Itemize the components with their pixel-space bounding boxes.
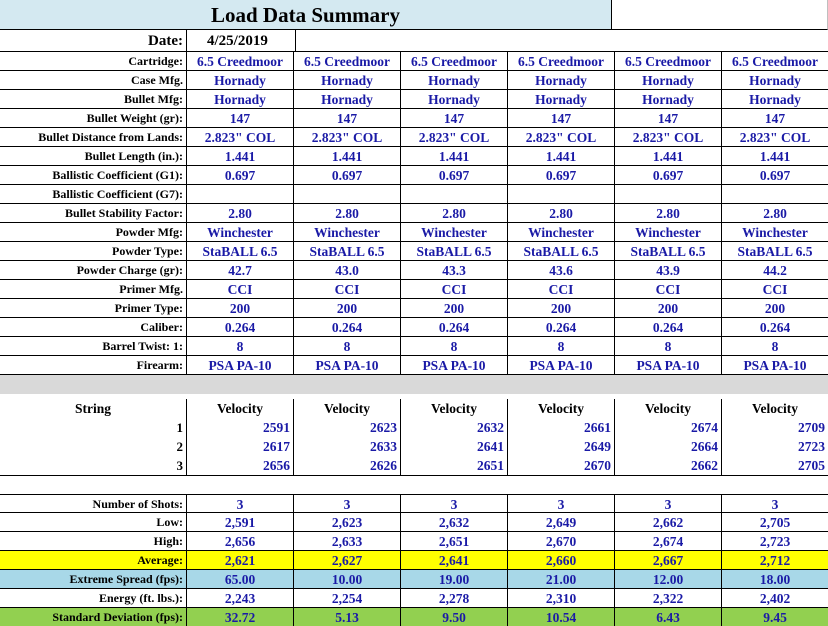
load-value: 0.697	[401, 166, 508, 185]
string-number: 3	[0, 456, 187, 475]
stats-value: 2,651	[401, 532, 508, 551]
stats-value: 2,674	[615, 532, 722, 551]
date-label: Date:	[0, 30, 187, 52]
stats-value: 3	[401, 494, 508, 513]
stats-value: 2,621	[187, 551, 294, 570]
stats-value: 2,632	[401, 513, 508, 532]
load-value: CCI	[508, 280, 615, 299]
load-row	[0, 299, 828, 318]
load-value: CCI	[722, 280, 828, 299]
load-row	[0, 204, 828, 223]
stats-value: 2,712	[722, 551, 828, 570]
stats-value: 65.00	[187, 570, 294, 589]
velocity-header: Velocity	[294, 399, 401, 418]
velocity-value: 2664	[615, 437, 722, 456]
load-value: Hornady	[187, 90, 294, 109]
stats-value: 2,243	[187, 589, 294, 608]
load-row	[0, 128, 828, 147]
load-row	[0, 223, 828, 242]
row-label: Powder Type:	[0, 242, 187, 261]
load-value: 8	[722, 337, 828, 356]
load-row	[0, 280, 828, 299]
load-value: 44.2	[722, 261, 828, 280]
stats-label: High:	[0, 532, 187, 551]
load-value: 8	[615, 337, 722, 356]
load-value: PSA PA-10	[294, 356, 401, 375]
load-value: 2.823" COL	[508, 128, 615, 147]
row-label: Ballistic Coefficient (G1):	[0, 166, 187, 185]
velocity-value: 2674	[615, 418, 722, 437]
page-title: Load Data Summary	[0, 0, 612, 30]
stats-value: 32.72	[187, 608, 294, 626]
velocity-header: Velocity	[508, 399, 615, 418]
title-row	[0, 0, 828, 30]
stats-value: 5.13	[294, 608, 401, 626]
row-label: Bullet Mfg:	[0, 90, 187, 109]
stats-value: 12.00	[615, 570, 722, 589]
load-row	[0, 185, 828, 204]
load-value: 0.697	[615, 166, 722, 185]
load-value: 2.823" COL	[401, 128, 508, 147]
row-label: Ballistic Coefficient (G7):	[0, 185, 187, 204]
row-label: Powder Mfg:	[0, 223, 187, 242]
load-value	[508, 185, 615, 204]
stats-label: Energy (ft. lbs.):	[0, 589, 187, 608]
load-value: 8	[187, 337, 294, 356]
load-row	[0, 337, 828, 356]
load-value: StaBALL 6.5	[508, 242, 615, 261]
load-row	[0, 318, 828, 337]
stats-label: Extreme Spread (fps):	[0, 570, 187, 589]
load-value: 1.441	[722, 147, 828, 166]
load-row	[0, 261, 828, 280]
stats-label: Number of Shots:	[0, 494, 187, 513]
row-label: Powder Charge (gr):	[0, 261, 187, 280]
date-value: 4/25/2019	[187, 30, 296, 52]
load-value: CCI	[615, 280, 722, 299]
load-value: 200	[294, 299, 401, 318]
load-value: Hornady	[508, 71, 615, 90]
load-row	[0, 356, 828, 375]
stats-value: 2,633	[294, 532, 401, 551]
load-value: 147	[401, 109, 508, 128]
stats-value: 2,670	[508, 532, 615, 551]
stats-value: 6.43	[615, 608, 722, 626]
load-value: PSA PA-10	[401, 356, 508, 375]
velocity-header: Velocity	[722, 399, 828, 418]
stats-label: Average:	[0, 551, 187, 570]
load-value: PSA PA-10	[508, 356, 615, 375]
load-value: 43.9	[615, 261, 722, 280]
load-value: Hornady	[294, 71, 401, 90]
load-value: 2.823" COL	[187, 128, 294, 147]
load-value: PSA PA-10	[615, 356, 722, 375]
velocity-header: Velocity	[401, 399, 508, 418]
load-value: 2.80	[508, 204, 615, 223]
load-row	[0, 166, 828, 185]
load-value: Hornady	[401, 90, 508, 109]
load-value: 6.5 Creedmoor	[294, 52, 401, 71]
string-header: String	[0, 399, 187, 418]
title-spacer-cell	[612, 0, 828, 30]
load-value: 200	[508, 299, 615, 318]
stats-value: 2,627	[294, 551, 401, 570]
stats-value: 3	[187, 494, 294, 513]
load-value: 0.264	[294, 318, 401, 337]
load-value: 0.697	[187, 166, 294, 185]
stats-value: 2,667	[615, 551, 722, 570]
stats-label: Standard Deviation (fps):	[0, 608, 187, 626]
velocity-value: 2626	[294, 456, 401, 475]
load-value: Hornady	[615, 71, 722, 90]
load-value: 200	[615, 299, 722, 318]
load-value: 147	[508, 109, 615, 128]
load-value: StaBALL 6.5	[722, 242, 828, 261]
load-value	[722, 185, 828, 204]
velocity-value: 2656	[187, 456, 294, 475]
stats-value: 3	[615, 494, 722, 513]
velocity-value: 2591	[187, 418, 294, 437]
load-value: 2.80	[187, 204, 294, 223]
load-value: 2.823" COL	[615, 128, 722, 147]
load-value: PSA PA-10	[187, 356, 294, 375]
stats-value: 3	[294, 494, 401, 513]
load-value: 6.5 Creedmoor	[401, 52, 508, 71]
stats-value: 2,278	[401, 589, 508, 608]
load-value: 200	[401, 299, 508, 318]
load-value: CCI	[294, 280, 401, 299]
load-value: 0.264	[187, 318, 294, 337]
load-value: StaBALL 6.5	[294, 242, 401, 261]
load-value: PSA PA-10	[722, 356, 828, 375]
load-value: Hornady	[187, 71, 294, 90]
stats-row	[0, 570, 828, 589]
load-value: 6.5 Creedmoor	[615, 52, 722, 71]
velocity-value: 2723	[722, 437, 828, 456]
load-value: 2.823" COL	[722, 128, 828, 147]
load-value: 2.823" COL	[294, 128, 401, 147]
velocity-header: Velocity	[615, 399, 722, 418]
load-value: 147	[294, 109, 401, 128]
row-label: Caliber:	[0, 318, 187, 337]
stats-value: 19.00	[401, 570, 508, 589]
load-value: 0.264	[615, 318, 722, 337]
row-label: Bullet Distance from Lands:	[0, 128, 187, 147]
load-row	[0, 52, 828, 71]
stats-value: 18.00	[722, 570, 828, 589]
load-value: 42.7	[187, 261, 294, 280]
load-value: Winchester	[401, 223, 508, 242]
load-value: Winchester	[294, 223, 401, 242]
velocity-row	[0, 456, 828, 475]
load-value	[187, 185, 294, 204]
load-value: 8	[508, 337, 615, 356]
load-value: Winchester	[508, 223, 615, 242]
string-number: 1	[0, 418, 187, 437]
velocity-header: Velocity	[187, 399, 294, 418]
load-value: Hornady	[508, 90, 615, 109]
load-value: 0.697	[722, 166, 828, 185]
stats-value: 10.00	[294, 570, 401, 589]
stats-row	[0, 589, 828, 608]
row-label: Case Mfg.	[0, 71, 187, 90]
row-label: Bullet Stability Factor:	[0, 204, 187, 223]
load-value: 8	[294, 337, 401, 356]
load-value: 0.697	[508, 166, 615, 185]
load-value: 147	[722, 109, 828, 128]
stats-value: 10.54	[508, 608, 615, 626]
stats-row	[0, 494, 828, 513]
stats-value: 3	[722, 494, 828, 513]
velocity-value: 2632	[401, 418, 508, 437]
load-value: CCI	[187, 280, 294, 299]
load-value: 8	[401, 337, 508, 356]
blank-row	[0, 476, 828, 494]
load-value: Winchester	[187, 223, 294, 242]
separator-band	[0, 375, 828, 394]
load-value: Hornady	[722, 90, 828, 109]
load-value: 43.0	[294, 261, 401, 280]
row-label: Bullet Weight (gr):	[0, 109, 187, 128]
stats-value: 3	[508, 494, 615, 513]
velocity-value: 2617	[187, 437, 294, 456]
load-value: 2.80	[615, 204, 722, 223]
stats-value: 2,402	[722, 589, 828, 608]
load-value: 0.697	[294, 166, 401, 185]
stats-value: 2,591	[187, 513, 294, 532]
row-label: Firearm:	[0, 356, 187, 375]
load-value: 2.80	[722, 204, 828, 223]
stats-row	[0, 608, 828, 626]
load-value: Hornady	[722, 71, 828, 90]
stats-value: 2,705	[722, 513, 828, 532]
velocity-value: 2705	[722, 456, 828, 475]
load-value: 1.441	[508, 147, 615, 166]
stats-value: 2,254	[294, 589, 401, 608]
load-value: 2.80	[401, 204, 508, 223]
load-value: Hornady	[615, 90, 722, 109]
load-value: StaBALL 6.5	[401, 242, 508, 261]
load-value: 1.441	[187, 147, 294, 166]
load-row	[0, 109, 828, 128]
stats-value: 9.50	[401, 608, 508, 626]
load-value: Hornady	[294, 90, 401, 109]
load-value: 1.441	[294, 147, 401, 166]
stats-value: 2,649	[508, 513, 615, 532]
load-value	[294, 185, 401, 204]
velocity-value: 2633	[294, 437, 401, 456]
row-label: Cartridge:	[0, 52, 187, 71]
velocity-row	[0, 437, 828, 456]
date-row	[0, 30, 828, 52]
load-value: CCI	[401, 280, 508, 299]
load-value: 43.3	[401, 261, 508, 280]
stats-value: 2,656	[187, 532, 294, 551]
stats-row	[0, 513, 828, 532]
stats-row	[0, 551, 828, 570]
load-row	[0, 90, 828, 109]
stats-value: 21.00	[508, 570, 615, 589]
load-value: 200	[722, 299, 828, 318]
row-label: Barrel Twist: 1:	[0, 337, 187, 356]
load-value	[401, 185, 508, 204]
load-value: 200	[187, 299, 294, 318]
load-value: StaBALL 6.5	[615, 242, 722, 261]
load-value: Winchester	[722, 223, 828, 242]
stats-row	[0, 532, 828, 551]
velocity-header-row	[0, 399, 828, 418]
velocity-value: 2623	[294, 418, 401, 437]
load-value: Winchester	[615, 223, 722, 242]
velocity-value: 2649	[508, 437, 615, 456]
load-value: 6.5 Creedmoor	[187, 52, 294, 71]
velocity-value: 2651	[401, 456, 508, 475]
separator-fill	[0, 375, 828, 394]
row-label: Primer Mfg.	[0, 280, 187, 299]
velocity-value: 2709	[722, 418, 828, 437]
stats-value: 9.45	[722, 608, 828, 626]
load-value: 6.5 Creedmoor	[722, 52, 828, 71]
string-number: 2	[0, 437, 187, 456]
load-value: 2.80	[294, 204, 401, 223]
load-value: 147	[615, 109, 722, 128]
stats-value: 2,660	[508, 551, 615, 570]
stats-label: Low:	[0, 513, 187, 532]
stats-value: 2,310	[508, 589, 615, 608]
stats-value: 2,723	[722, 532, 828, 551]
load-value	[615, 185, 722, 204]
date-empty-cells	[296, 30, 828, 52]
load-value: 147	[187, 109, 294, 128]
stats-value: 2,322	[615, 589, 722, 608]
velocity-value: 2661	[508, 418, 615, 437]
load-value: 6.5 Creedmoor	[508, 52, 615, 71]
load-value: 0.264	[401, 318, 508, 337]
load-value: 0.264	[722, 318, 828, 337]
velocity-value: 2662	[615, 456, 722, 475]
load-value: 0.264	[508, 318, 615, 337]
load-row	[0, 242, 828, 261]
load-value: StaBALL 6.5	[187, 242, 294, 261]
load-value: 43.6	[508, 261, 615, 280]
stats-value: 2,641	[401, 551, 508, 570]
velocity-row	[0, 418, 828, 437]
stats-value: 2,623	[294, 513, 401, 532]
velocity-value: 2641	[401, 437, 508, 456]
velocity-value: 2670	[508, 456, 615, 475]
load-value: 1.441	[615, 147, 722, 166]
load-value: 1.441	[401, 147, 508, 166]
load-value: Hornady	[401, 71, 508, 90]
load-row	[0, 147, 828, 166]
row-label: Bullet Length (in.):	[0, 147, 187, 166]
row-label: Primer Type:	[0, 299, 187, 318]
load-row	[0, 71, 828, 90]
stats-value: 2,662	[615, 513, 722, 532]
